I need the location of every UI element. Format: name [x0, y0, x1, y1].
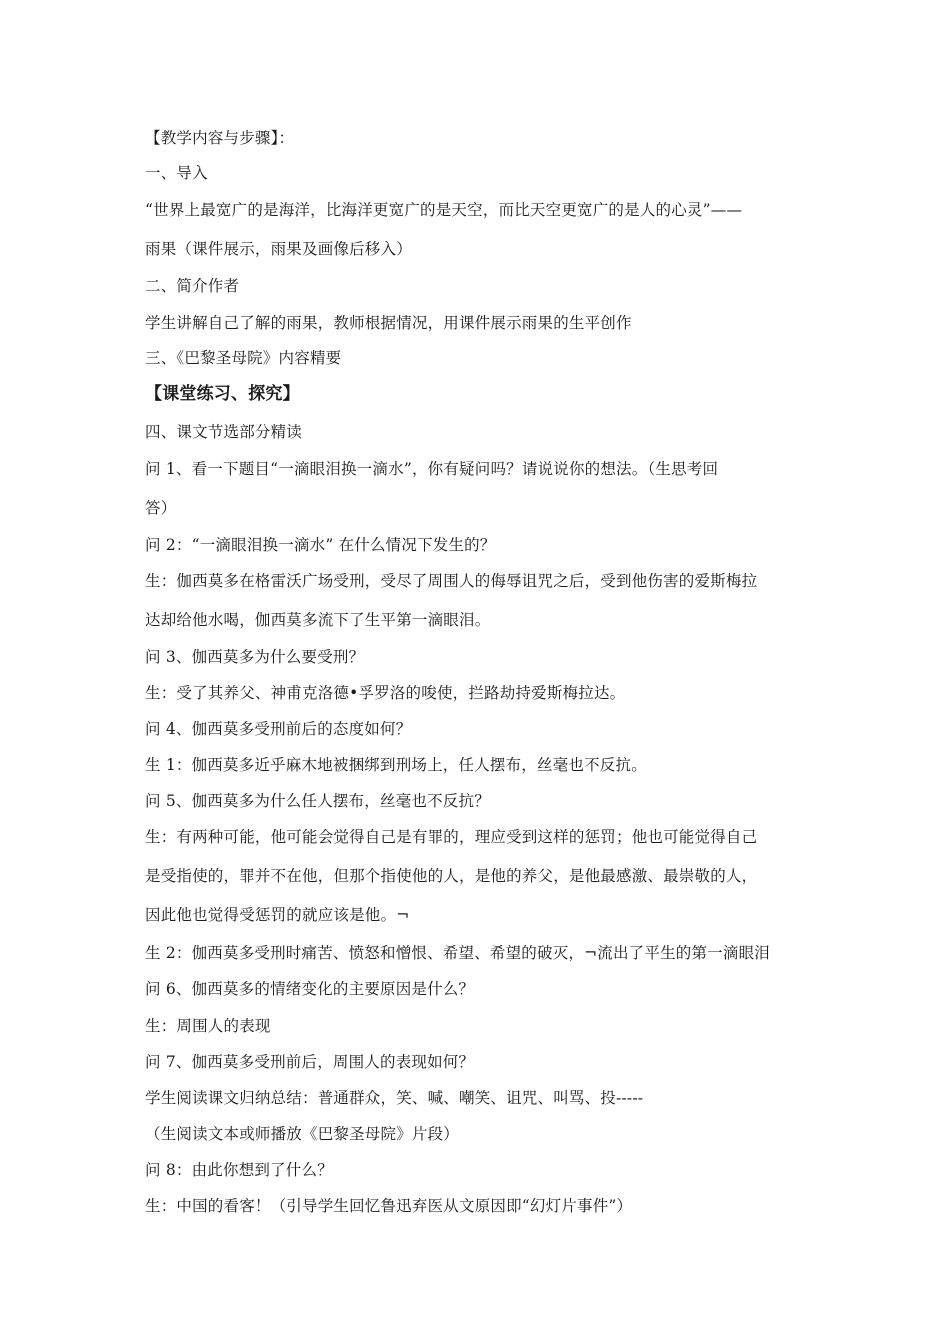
- quote-line-2: 雨果（课件展示，雨果及画像后移入）: [145, 240, 412, 258]
- question-5: 问 5、伽西莫多为什么任人摆布，丝毫也不反抗？: [145, 792, 490, 810]
- answer-2-line-1: 生：伽西莫多在格雷沃广场受刑，受尽了周围人的侮辱诅咒之后，受到他伤害的爱斯梅拉: [145, 572, 758, 590]
- heading-author-intro: 二、简介作者: [145, 277, 240, 295]
- quote-line-1: “世界上最宽广的是海洋，比海洋更宽广的是天空，而比天空更宽广的是人的心灵”——: [145, 201, 743, 219]
- question-8: 问 8：由此你想到了什么？: [145, 1161, 333, 1179]
- answer-5-line-2: 是受指使的，罪并不在他，但那个指使他的人，是他的养父，是他最感激、最崇敬的人，: [145, 867, 758, 885]
- note-reading: （生阅读文本或师播放《巴黎圣母院》片段）: [145, 1125, 460, 1143]
- question-1-line-2: 答）: [145, 499, 177, 517]
- answer-5-line-1: 生：有两种可能，他可能会觉得自己是有罪的，理应受到这样的惩罚；他也可能觉得自己: [145, 828, 758, 846]
- section-heading-teaching-content: 【教学内容与步骤】：: [145, 129, 295, 147]
- question-6: 问 6、伽西莫多的情绪变化的主要原因是什么？: [145, 980, 475, 998]
- answer-6: 生：周围人的表现: [145, 1017, 271, 1035]
- paragraph-author-intro: 学生讲解自己了解的雨果，教师根据情况，用课件展示雨果的生平创作: [145, 314, 632, 332]
- question-2: 问 2：“一滴眼泪换一滴水” 在什么情况下发生的？: [145, 536, 496, 554]
- section-heading-practice: 【课堂练习、探究】: [145, 384, 300, 404]
- question-7: 问 7、伽西莫多受刑前后，周围人的表现如何？: [145, 1053, 475, 1071]
- answer-4: 生 1：伽西莫多近乎麻木地被捆绑到刑场上，任人摆布，丝毫也不反抗。: [145, 756, 647, 774]
- answer-7: 学生阅读课文归纳总结：普通群众，笑、喊、嘲笑、诅咒、叫骂、投-----: [145, 1089, 644, 1107]
- heading-introduction: 一、导入: [145, 164, 208, 182]
- answer-5-line-3: 因此他也觉得受惩罚的就应该是他。¬: [145, 906, 410, 924]
- answer-5-student-2: 生 2：伽西莫多受刑时痛苦、愤怒和憎恨、希望、希望的破灭，¬流出了平生的第一滴眼泪: [145, 944, 770, 962]
- heading-close-reading: 四、课文节选部分精读: [145, 423, 303, 441]
- answer-3: 生：受了其养父、神甫克洛德•孚罗洛的唆使，拦路劫持爱斯梅拉达。: [145, 684, 626, 702]
- question-1-line-1: 问 1、看一下题目“一滴眼泪换一滴水”，你有疑问吗？请说说你的想法。（生思考回: [145, 460, 719, 478]
- answer-8: 生：中国的看客！（引导学生回忆鲁迅弃医从文原因即“幻灯片事件”）: [145, 1197, 633, 1215]
- answer-2-line-2: 达却给他水喝，伽西莫多流下了生平第一滴眼泪。: [145, 611, 491, 629]
- question-3: 问 3、伽西莫多为什么要受刑？: [145, 648, 365, 666]
- heading-content-summary: 三、《巴黎圣母院》内容精要: [145, 349, 342, 367]
- question-4: 问 4、伽西莫多受刑前后的态度如何？: [145, 720, 412, 738]
